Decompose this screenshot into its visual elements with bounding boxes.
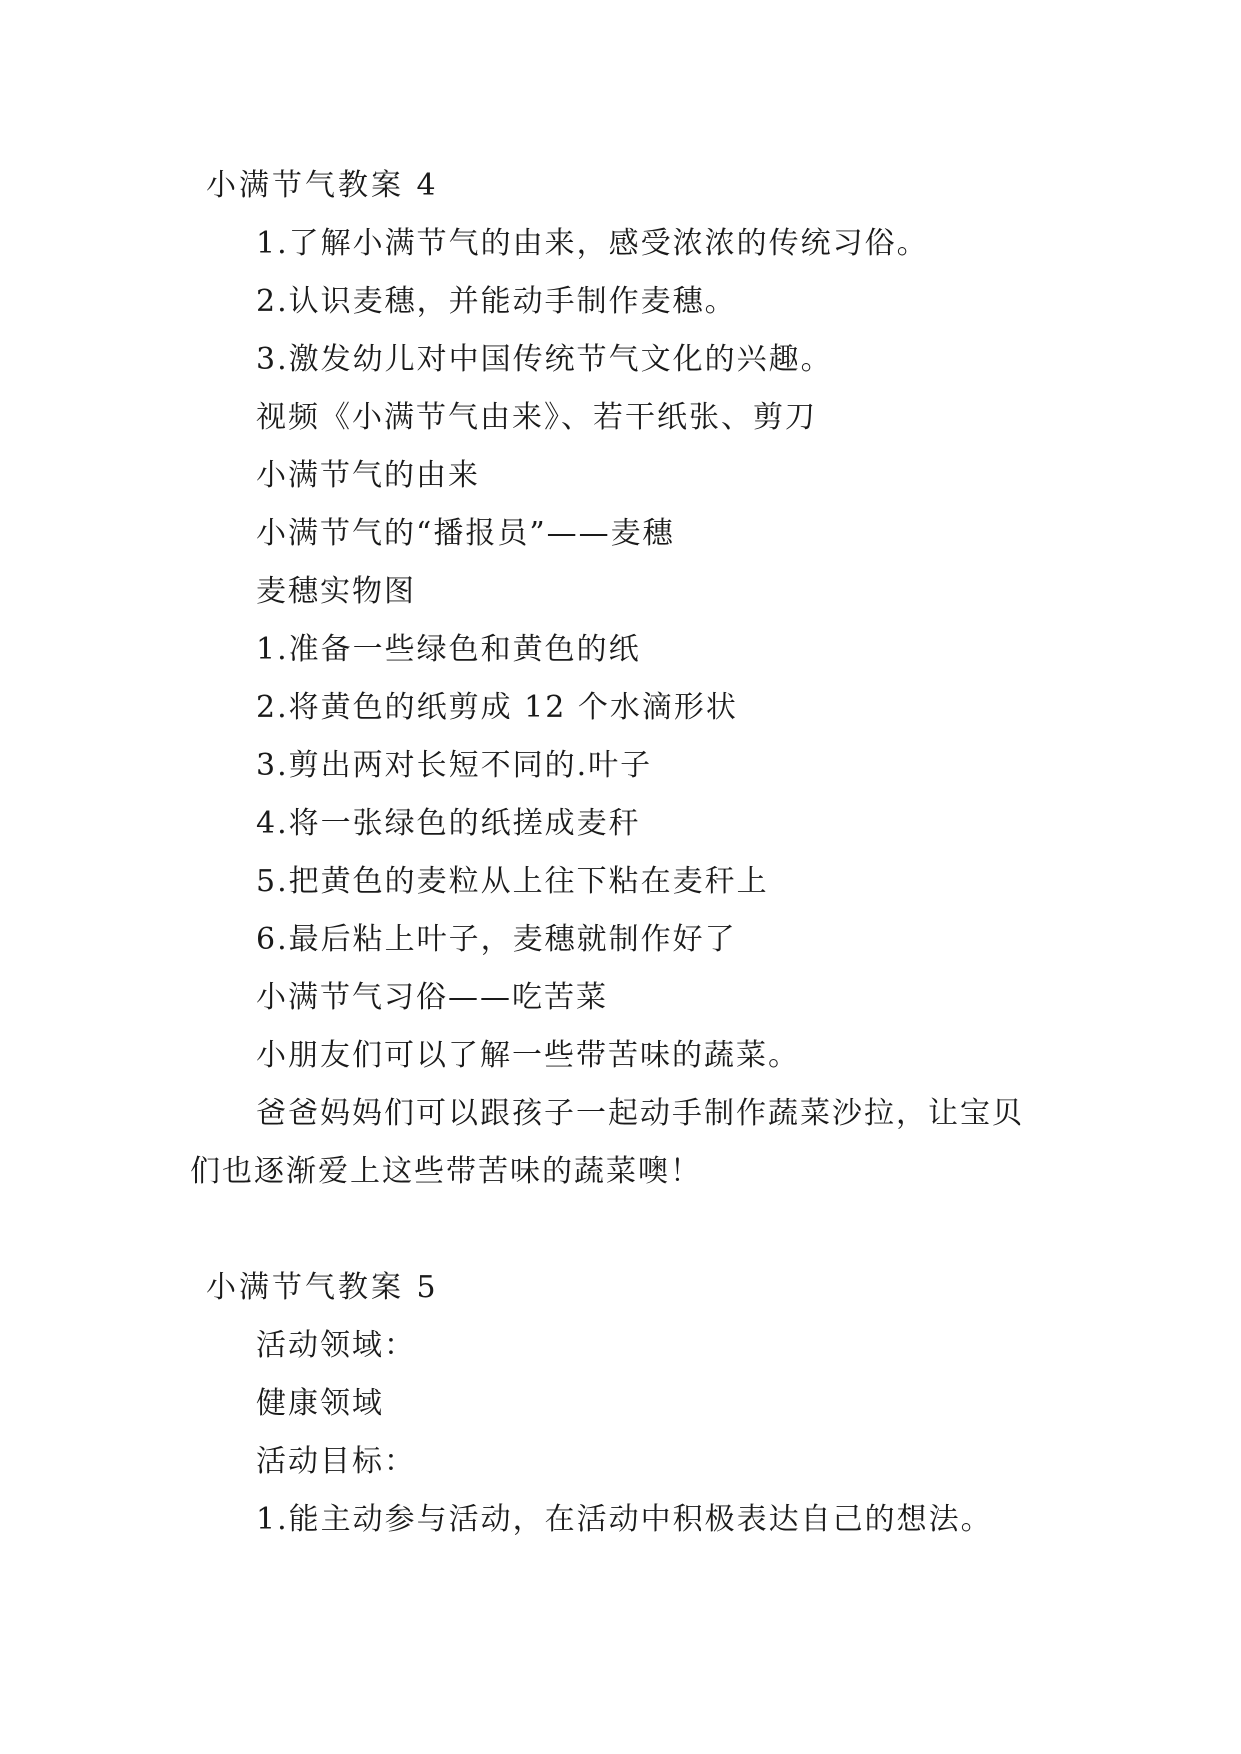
paragraph: 2.认识麦穗，并能动手制作麦穗。 bbox=[256, 284, 737, 319]
paragraph: 3.激发幼儿对中国传统节气文化的兴趣。 bbox=[256, 342, 833, 377]
section-title: 小满节气教案 5 bbox=[206, 1270, 439, 1305]
paragraph: 小满节气习俗——吃苦菜 bbox=[256, 980, 608, 1015]
paragraph: 2.将黄色的纸剪成 12 个水滴形状 bbox=[256, 690, 738, 725]
paragraph: 3.剪出两对长短不同的.叶子 bbox=[256, 748, 653, 783]
paragraph: 健康领域 bbox=[256, 1386, 384, 1421]
paragraph: 活动领域： bbox=[256, 1328, 416, 1363]
paragraph: 视频《小满节气由来》、若干纸张、剪刀 bbox=[256, 400, 817, 435]
paragraph: 活动目标： bbox=[256, 1444, 416, 1479]
paragraph: 4.将一张绿色的纸搓成麦秆 bbox=[256, 806, 641, 841]
section-title: 小满节气教案 4 bbox=[206, 168, 439, 203]
paragraph: 1.能主动参与活动，在活动中积极表达自己的想法。 bbox=[256, 1502, 993, 1537]
paragraph: 1.准备一些绿色和黄色的纸 bbox=[256, 632, 641, 667]
paragraph: 麦穗实物图 bbox=[256, 574, 416, 609]
paragraph: 5.把黄色的麦粒从上往下粘在麦秆上 bbox=[256, 864, 769, 899]
paragraph-continuation: 们也逐渐爱上这些带苦味的蔬菜噢！ bbox=[190, 1154, 702, 1189]
paragraph: 1.了解小满节气的由来，感受浓浓的传统习俗。 bbox=[256, 226, 929, 261]
paragraph: 小满节气的由来 bbox=[256, 458, 480, 493]
paragraph: 小朋友们可以了解一些带苦味的蔬菜。 bbox=[256, 1038, 800, 1073]
paragraph: 小满节气的“播报员”——麦穗 bbox=[256, 516, 675, 551]
paragraph: 爸爸妈妈们可以跟孩子一起动手制作蔬菜沙拉，让宝贝 bbox=[256, 1096, 1024, 1131]
paragraph: 6.最后粘上叶子，麦穗就制作好了 bbox=[256, 922, 737, 957]
